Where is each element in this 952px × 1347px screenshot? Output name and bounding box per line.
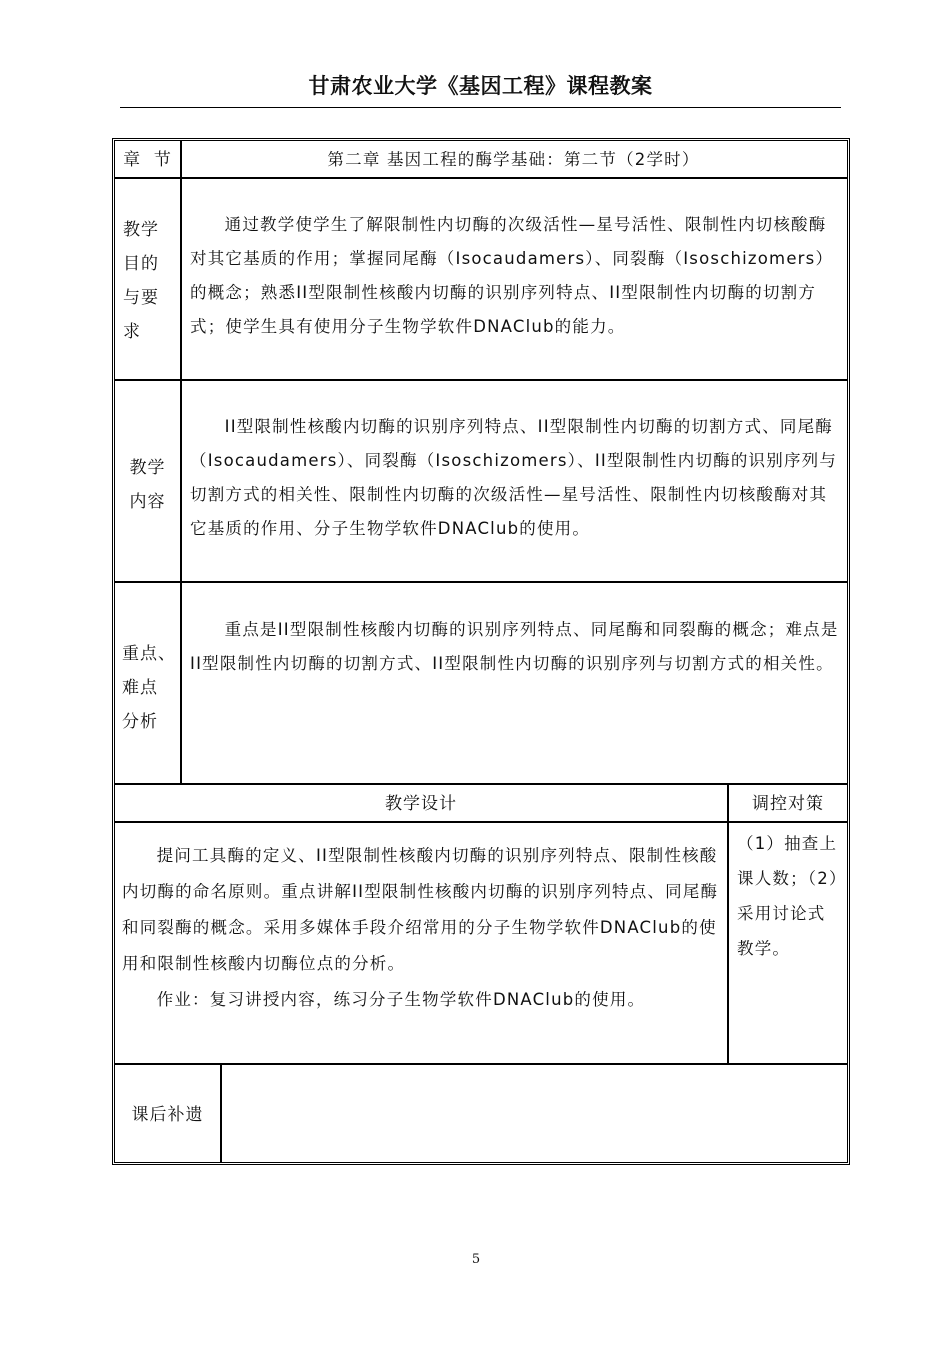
objectives-label-line: 教学 [123,220,159,240]
row-divider [115,783,847,785]
content-text [190,410,840,546]
row-divider [115,177,847,179]
design-header: 教学设计 [385,794,457,814]
key-points-label-line: 分析 [122,712,158,732]
key-points-label-line: 重点、 [122,644,176,664]
objectives-label-line: 求 [123,322,141,342]
key-points-text [190,613,840,681]
chapter-value: 第二章 基因工程的酶学基础：第二节（2学时） [327,150,700,169]
column-divider [727,783,729,1063]
objectives-label-line: 目的 [123,254,159,274]
objectives-paragraph: 通过教学使学生了解限制性内切酶的次级活性—星号活性、限制性内切核酸酶对其它基质的作用；掌握同尾酶（Isocaudamers）、同裂酶（Isoschizomers）的概念；熟悉II型限制性核酸内切酶的识别序列特点、II型限制性内切酶的切割方式；使学生具有使用分子生物学软件DNAClub的能力。 [190,215,834,336]
content-label-line: 教学 [129,458,166,478]
supplement-label: 课后补遗 [131,1105,204,1125]
row-divider [115,821,847,823]
design-paragraph: 提问工具酶的定义、II型限制性核酸内切酶的识别序列特点、限制性核酸内切酶的命名原则。重点讲解II型限制性核酸内切酶的识别序列特点、同尾酶和同裂酶的概念。采用多媒体手段介绍常用的分子生物学软件DNAClub的使用和限制性核酸内切酶位点的分析。 [122,846,719,973]
objectives-label [123,213,178,349]
page-title: 甘肃农业大学《基因工程》课程教案 [308,74,653,98]
key-points-paragraph: 重点是II型限制性核酸内切酶的识别序列特点、同尾酶和同裂酶的概念；难点是II型限制性内切酶的切割方式、II型限制性内切酶的识别序列与切割方式的相关性。 [190,620,839,673]
row-divider [115,581,847,583]
homework-paragraph: 作业：复习讲授内容，练习分子生物学软件DNAClub的使用。 [156,990,646,1009]
key-points-label-line: 难点 [122,678,158,698]
key-points-label [122,637,178,739]
column-divider [220,1063,222,1162]
page-number: 5 [471,1252,481,1267]
objectives-label-line: 与要 [123,288,159,308]
content-paragraph: II型限制性核酸内切酶的识别序列特点、II型限制性内切酶的切割方式、同尾酶（Isocaudamers）、同裂酶（Isoschizomers）、II型限制性内切酶的识别序列与切割方式的相关性、限制性内切酶的次级活性—星号活性、限制性内切核酸酶对其它基质的作用、分子生物学软件DNAClub的使用。 [190,417,838,538]
content-label-line: 内容 [129,492,166,512]
content-label [115,451,180,519]
objectives-text [190,208,840,344]
design-text [122,838,720,1018]
strategy-text: （1）抽查上课人数；（2）采用讨论式教学。 [737,834,839,958]
row-divider [115,1063,847,1065]
column-divider [180,141,182,783]
strategy-header: 调控对策 [752,794,824,814]
header-rule [120,107,841,108]
row-divider [115,379,847,381]
chapter-label: 章 节 [123,150,172,170]
